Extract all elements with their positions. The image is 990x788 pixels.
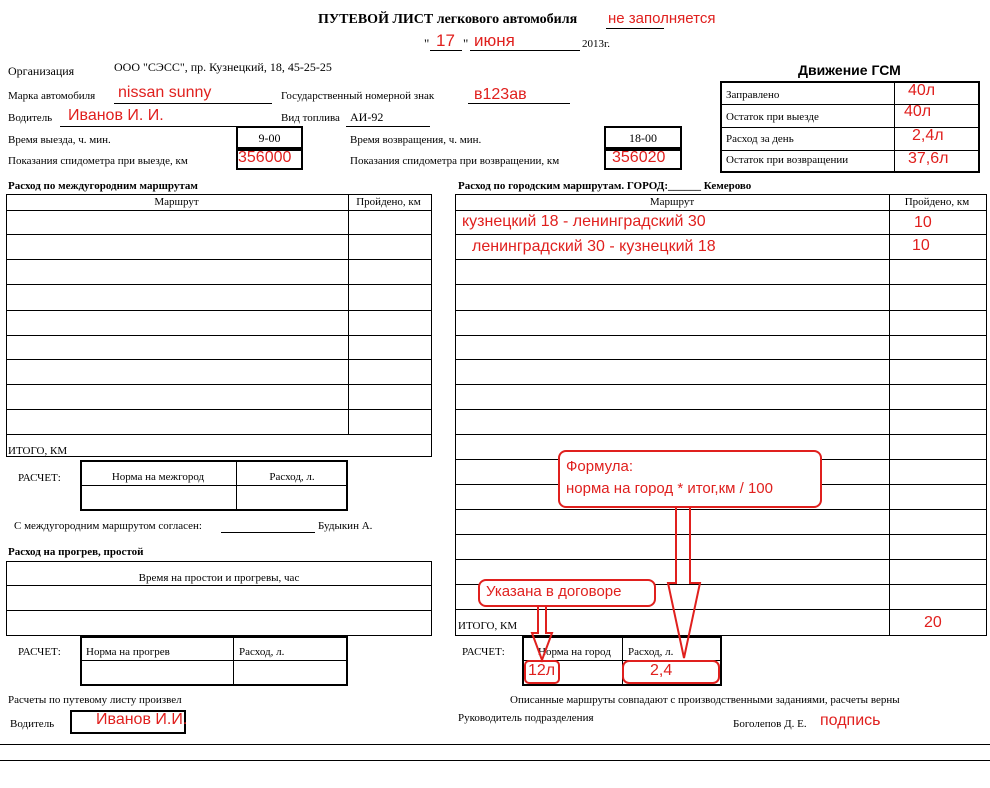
city-route-km: 10 [914,214,932,231]
calc-made-label: Расчеты по путевому листу произвел [8,694,182,706]
odo-end-label: Показания спидометра при возвращении, км [350,155,560,167]
fuel-row-label: Расход за день [726,133,794,145]
brand-value: nissan sunny [118,84,212,101]
formula-text: Формула: норма на город * итог,км / 100 [566,458,773,497]
warmup-consumption-label: Расход, л. [239,646,285,658]
routes-match-label: Описанные маршруты совпадают с производственными заданиями, расчеты верны [510,694,900,706]
intercity-agree-label: С междугородним маршрутом согласен: [14,520,202,532]
city-route: кузнецкий 18 - ленинградский 30 [462,213,706,230]
fuel-row-value: 40л [908,82,936,99]
fuel-row-value: 2,4л [912,127,944,144]
city-name: Кемерово [703,180,752,192]
head-label: Руководитель подразделения [458,712,594,724]
intercity-col-route: Маршрут [154,196,199,208]
city-total-label: ИТОГО, КМ [458,620,518,632]
date-month: июня [474,31,515,50]
signature: подпись [820,712,881,729]
return-label: Время возвращения, ч. мин. [350,134,482,146]
warmup-col: Время на простои и прогревы, час [138,572,300,584]
city-calc-label: РАСЧЕТ: [462,646,505,658]
head-name: Боголепов Д. Е. [733,718,807,730]
city-norm-label: Норма на город [538,646,611,658]
odo-end-value: 356020 [612,149,666,166]
city-consumption-value: 2,4 [650,662,673,679]
depart-label: Время выезда, ч. мин. [8,134,111,146]
city-route-km: 10 [912,237,930,254]
intercity-title: Расход по междугородним маршрутам [8,180,198,192]
footer-driver-label: Водитель [10,718,55,730]
fuel-type-label: Вид топлива [281,112,340,124]
odo-start-value: 356000 [238,149,292,166]
date-day: 17 [436,31,455,50]
intercity-norm-label: Норма на межгород [111,471,205,483]
fuel-row-value: 40л [904,103,932,120]
arrow-to-norm [532,607,552,660]
document-title: ПУТЕВОЙ ЛИСТ легкового автомобиля [318,12,578,27]
warmup-norm-label: Норма на прогрев [86,646,170,658]
org-value: ООО "СЭСС", пр. Кузнецкий, 18, 45-25-25 [114,60,332,74]
warmup-title: Расход на прогрев, простой [8,546,144,558]
intercity-col-km: Пройдено, км [356,196,421,208]
intercity-consumption-label: Расход, л. [269,471,315,483]
fuel-row-value: 37,6л [908,150,949,167]
warmup-calc-label: РАСЧЕТ: [18,646,61,658]
city-route: ленинградский 30 - кузнецкий 18 [472,238,716,255]
return-value: 18-00 [629,131,657,145]
brand-label: Марка автомобиля [8,90,96,102]
city-total-value: 20 [924,614,942,631]
fuel-row-label: Остаток при возвращении [726,154,849,166]
depart-value: 9-00 [258,131,281,145]
driver-label: Водитель [8,112,53,124]
fuel-type-value: АИ-92 [350,110,384,124]
plate-value: в123ав [474,86,527,103]
driver-value: Иванов И. И. [68,107,164,124]
city-col-route: Маршрут [649,196,695,208]
fuel-row-label: Заправлено [726,89,780,101]
plate-label: Государственный номерной знак [281,90,435,102]
intercity-agree-name: Будыкин А. [318,520,373,532]
org-label: Организация [8,64,75,78]
fuel-movement-title: Движение ГСМ [798,62,901,78]
footer-driver-value: Иванов И.И. [96,711,188,728]
date-quote-close: " [463,36,469,51]
intercity-total-label: ИТОГО, КМ [8,445,68,457]
contract-text: Указана в договоре [486,583,622,600]
city-col-km: Пройдено, км [904,196,970,208]
date-year: 2013г. [582,38,611,50]
arrow-to-consumption [668,508,700,658]
title-note: не заполняется [608,10,716,27]
city-norm-value: 12л [528,662,556,679]
city-consumption-label: Расход, л. [628,646,674,658]
intercity-calc-label: РАСЧЕТ: [18,472,61,484]
fuel-row-label: Остаток при выезде [726,111,819,123]
odo-start-label: Показания спидометра при выезде, км [8,155,188,167]
date-quote-open: " [424,36,430,51]
city-title-prefix: Расход по городским маршрутам. ГОРОД:______ [458,180,702,192]
